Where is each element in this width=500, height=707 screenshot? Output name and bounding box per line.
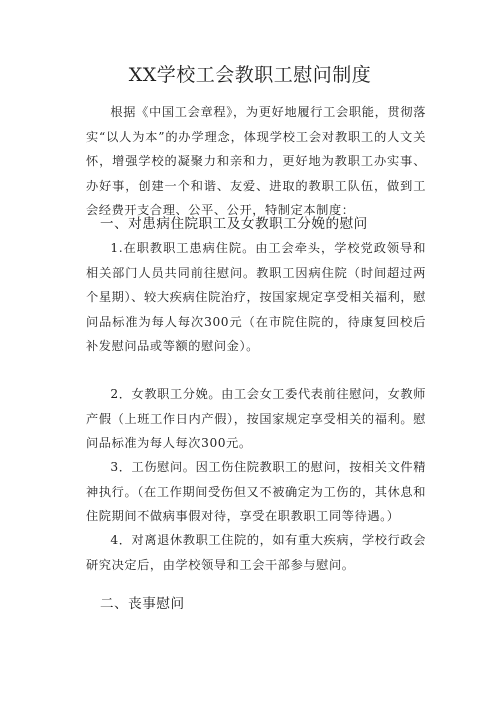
section1-item-3: 3．工伤慰问。因工伤住院教职工的慰问，按相关文件精神执行。（在工作期间受伤但又不被确定为工伤的，其休息和住院期间不做病事假对待，享受在职教职工同等待遇。） xyxy=(86,460,426,524)
section-heading-1: 一、对患病住院职工及女教职工分娩的慰问 xyxy=(100,216,368,232)
document-title: XX学校工会教职工慰问制度 xyxy=(128,64,372,86)
section1-item-4: 4．对离退休教职工住院的，如有重大疾病，学校行政会研究决定后，由学校领导和工会干部参与慰问。 xyxy=(86,533,426,572)
section1-item-1: 1.在职教职工患病住院。由工会牵头，学校党政领导和相关部门人员共同前往慰问。教职工因病住院（时间超过两个星期）、较大疾病住院治疗，按国家规定享受相关福利，慰问品标准为每人每次300元（在市院住院的，待康复回校后补发慰问品或等额的慰问金）。 xyxy=(86,241,426,354)
section1-item-2: 2．女教职工分娩。由工会女工委代表前往慰问，女教师产假（上班工作日内产假），按国家规定享受相关的福利。慰问品标准为每人每次300元。 xyxy=(86,387,426,451)
section-heading-2: 二、丧事慰问 xyxy=(100,596,185,612)
intro-paragraph: 根据《中国工会章程》，为更好地履行工会职能，贯彻落实“以人为本”的办学理念，体现学校工会对教职工的人文关怀，增强学校的凝聚力和亲和力，更好地为教职工办实事、办好事，创建一个和谐、友爱、进取的教职工队伍，做到工会经费开支合理、公平、公开，特制定本制度： xyxy=(86,105,426,218)
